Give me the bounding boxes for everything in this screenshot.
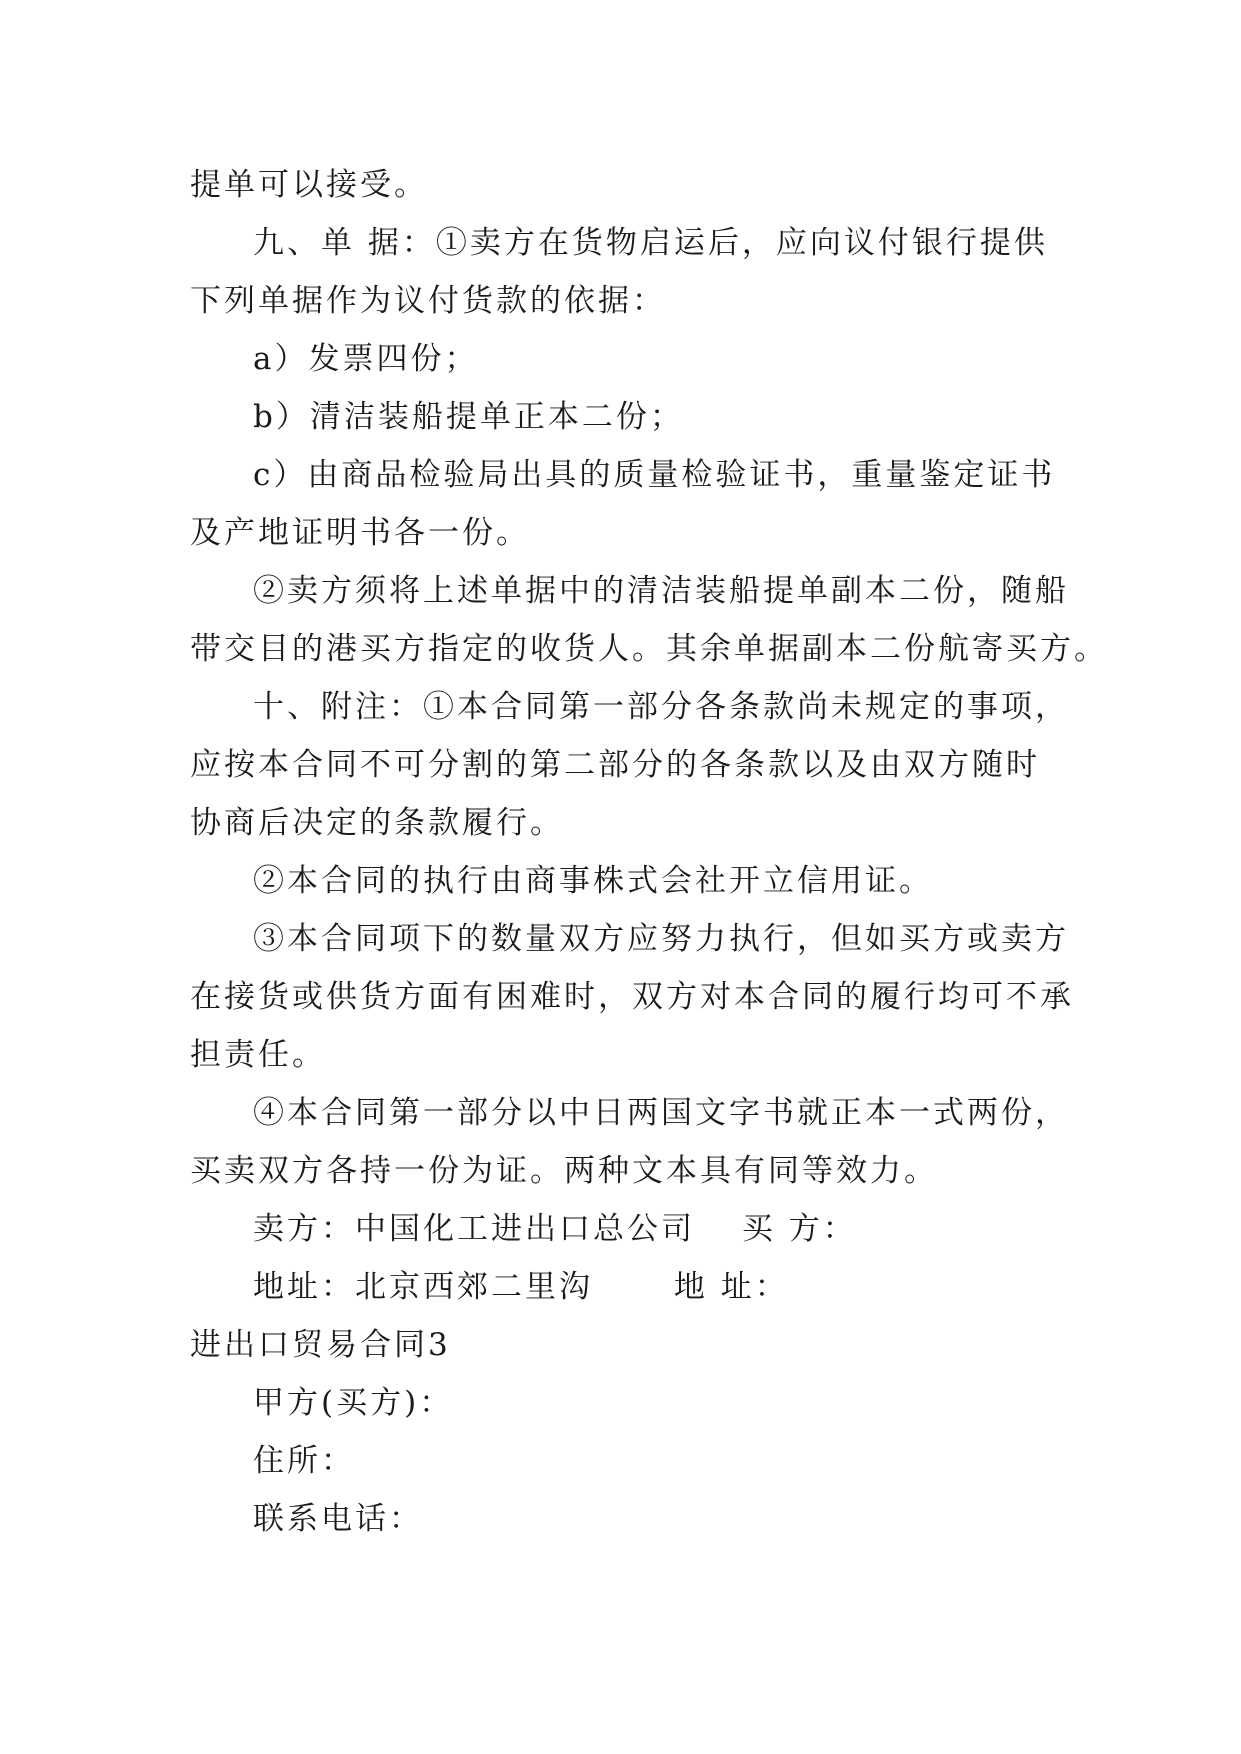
text-line: 住所：: [253, 1443, 355, 1479]
text-line: 联系电话：: [253, 1501, 423, 1537]
text-line: 地址：北京西郊二里沟 地 址：: [253, 1269, 789, 1305]
text-line: 及产地证明书各一份。: [190, 515, 530, 551]
text-line: b）清洁装船提单正本二份；: [253, 399, 684, 435]
text-line: 下列单据作为议付货款的依据：: [190, 283, 666, 319]
text-line: c）由商品检验局出具的质量检验证书，重量鉴定证书: [253, 457, 1056, 493]
text-line: 卖方：中国化工进出口总公司 买 方：: [253, 1211, 857, 1247]
text-line: 买卖双方各持一份为证。两种文本具有同等效力。: [190, 1153, 938, 1189]
text-line: 应按本合同不可分割的第二部分的各条款以及由双方随时: [190, 747, 1040, 783]
text-line: 协商后决定的条款履行。: [190, 805, 564, 841]
text-line: ④本合同第一部分以中日两国文字书就正本一式两份，: [253, 1095, 1069, 1131]
text-line: 九、单 据：①卖方在货物启运后，应向议付银行提供: [253, 225, 1048, 261]
text-line: ③本合同项下的数量双方应努力执行，但如买方或卖方: [253, 921, 1069, 957]
text-line: ②本合同的执行由商事株式会社开立信用证。: [253, 863, 933, 899]
text-line: 担责任。: [190, 1037, 326, 1073]
text-line: a）发票四份；: [253, 341, 479, 377]
text-line: 甲方(买方)：: [253, 1385, 454, 1421]
text-line: 在接货或供货方面有困难时，双方对本合同的履行均可不承: [190, 979, 1074, 1015]
text-line: 提单可以接受。: [190, 167, 428, 203]
text-line: 十、附注：①本合同第一部分各条款尚未规定的事项，: [253, 689, 1069, 725]
text-line: ②卖方须将上述单据中的清洁装船提单副本二份，随船: [253, 573, 1069, 609]
text-line: 进出口贸易合同3: [190, 1327, 451, 1363]
text-line: 带交目的港买方指定的收货人。其余单据副本二份航寄买方。: [190, 631, 1108, 667]
